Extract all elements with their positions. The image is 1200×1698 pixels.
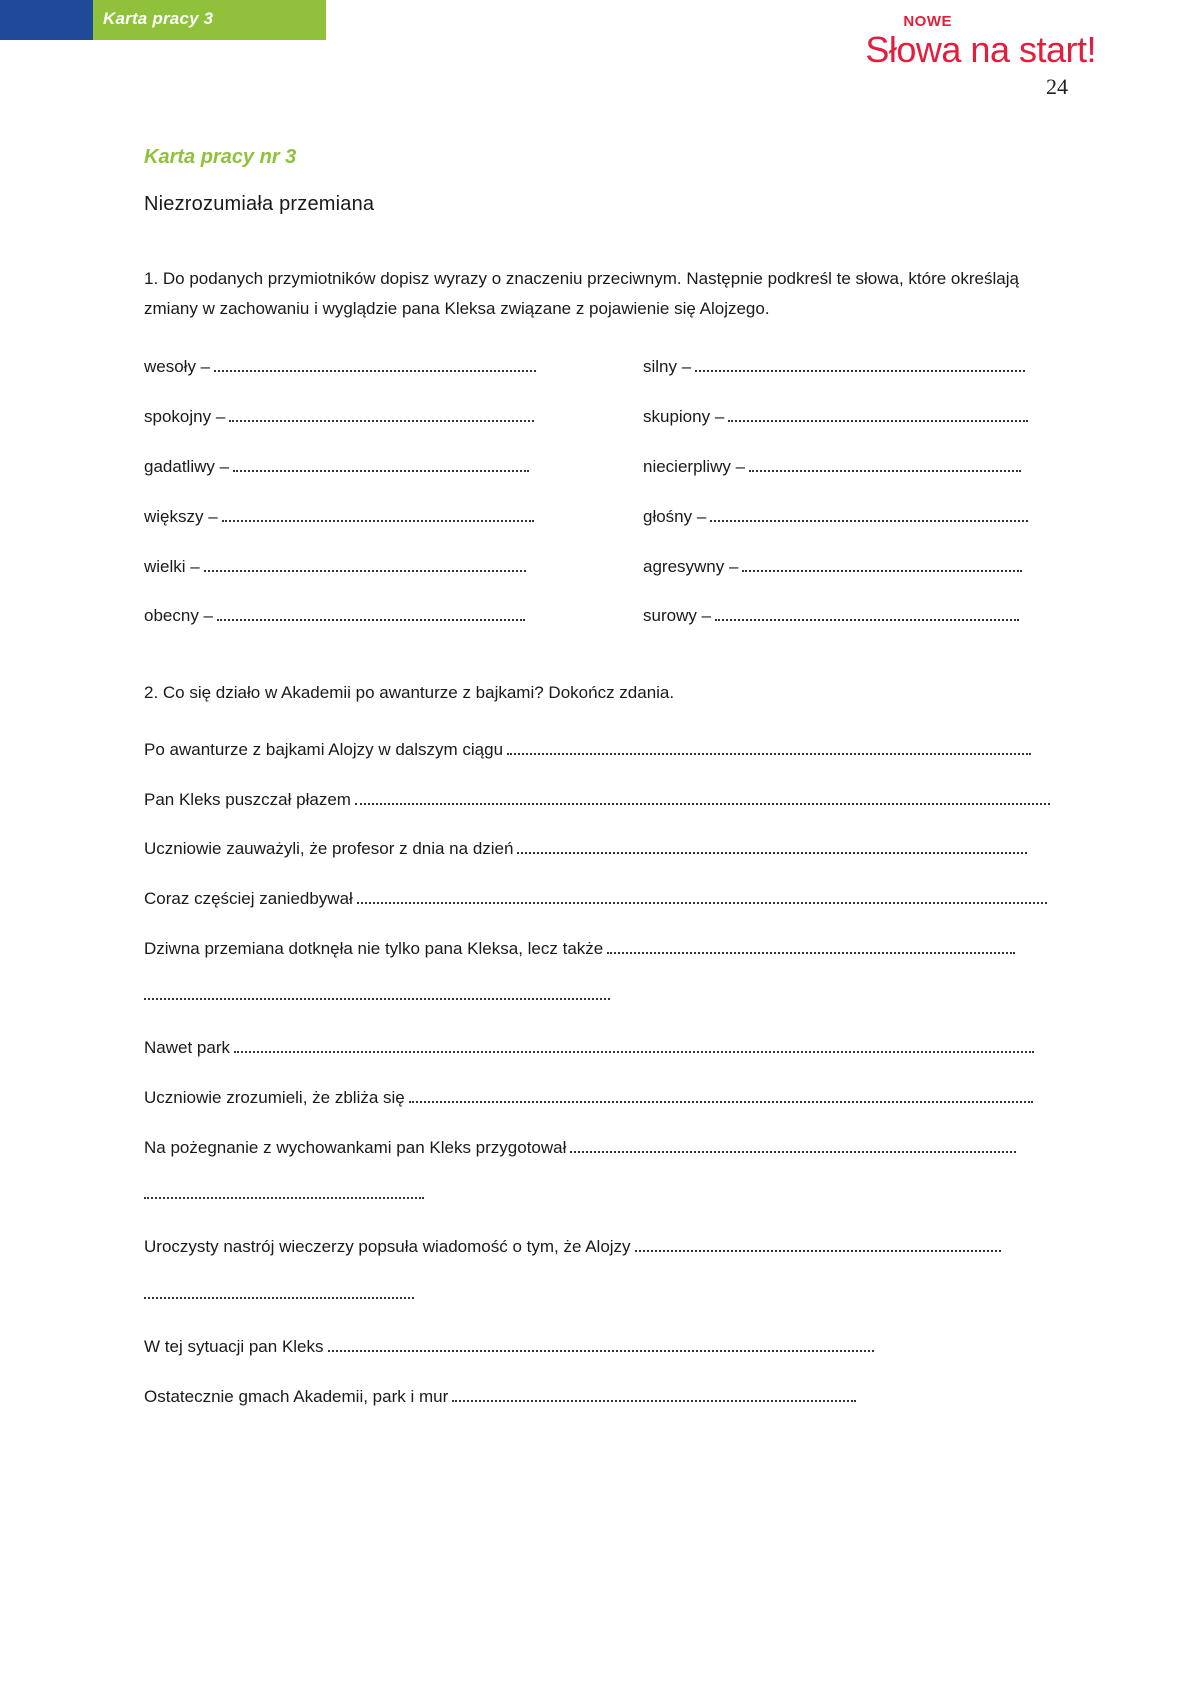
word-label: silny – xyxy=(643,357,692,376)
logo-top-text: NOWE xyxy=(903,13,952,30)
answer-blank[interactable] xyxy=(715,602,1019,621)
word-row-left-6 xyxy=(144,602,525,626)
sentence-row xyxy=(144,786,1050,810)
answer-blank[interactable] xyxy=(217,602,525,621)
answer-blank[interactable] xyxy=(229,403,534,422)
word-label: agresywny – xyxy=(643,557,739,576)
task2-instructions: 2. Co się działo w Akademii po awanturze z bajkami? Dokończ zdania. xyxy=(144,683,675,702)
logo-main-text: Słowa na start! xyxy=(865,29,1096,70)
answer-blank[interactable] xyxy=(607,935,1015,954)
answer-blank[interactable] xyxy=(234,1034,1034,1053)
answer-blank[interactable] xyxy=(507,736,1031,755)
header-blue-bar xyxy=(0,0,93,40)
word-label: obecny – xyxy=(144,606,213,625)
sentence-row xyxy=(144,1134,1016,1158)
sentence-row xyxy=(144,1333,874,1357)
sentence-text: Ostatecznie gmach Akademii, park i mur xyxy=(144,1387,449,1406)
word-label: surowy – xyxy=(643,606,712,625)
answer-blank[interactable] xyxy=(710,503,1028,522)
word-row-left-1 xyxy=(144,353,536,377)
sentence-text: Dziwna przemiana dotknęła nie tylko pana Kleksa, lecz także xyxy=(144,939,604,958)
sentence-row xyxy=(144,736,1031,760)
page-number: 24 xyxy=(1046,74,1068,99)
worksheet-title: Niezrozumiała przemiana xyxy=(144,193,375,215)
word-label: wesoły – xyxy=(144,357,211,376)
word-label: skupiony – xyxy=(643,407,725,426)
sentence-text: Pan Kleks puszczał płazem xyxy=(144,790,351,809)
word-row-left-4 xyxy=(144,503,534,527)
word-row-right-2 xyxy=(643,403,1028,427)
sentence-row xyxy=(144,885,1047,909)
word-row-right-5 xyxy=(643,553,1022,577)
sentence-row xyxy=(144,1383,856,1407)
sentence-text: Po awanturze z bajkami Alojzy w dalszym ciągu xyxy=(144,740,504,759)
answer-blank[interactable] xyxy=(328,1333,874,1352)
sentence-text: Coraz częściej zaniedbywał xyxy=(144,889,353,908)
sentence-row xyxy=(144,1233,1001,1257)
worksheet-subtitle: Karta pracy nr 3 xyxy=(144,146,297,168)
word-label: większy – xyxy=(144,507,218,526)
answer-blank-continuation[interactable] xyxy=(144,996,610,1000)
answer-blank[interactable] xyxy=(742,553,1022,572)
header-tag xyxy=(93,0,326,40)
answer-blank[interactable] xyxy=(355,786,1050,805)
answer-blank[interactable] xyxy=(409,1084,1033,1103)
sentence-row xyxy=(144,935,1015,959)
answer-blank-continuation[interactable] xyxy=(144,1295,414,1299)
word-row-right-6 xyxy=(643,602,1019,626)
answer-blank[interactable] xyxy=(749,453,1021,472)
answer-blank[interactable] xyxy=(357,885,1047,904)
answer-blank-continuation[interactable] xyxy=(144,1195,424,1199)
answer-blank[interactable] xyxy=(728,403,1028,422)
sentence-row xyxy=(144,835,1027,859)
answer-blank[interactable] xyxy=(517,835,1027,854)
answer-blank[interactable] xyxy=(214,353,536,372)
sentence-text: Uroczysty nastrój wieczerzy popsuła wiadomość o tym, że Alojzy xyxy=(144,1237,631,1256)
word-row-right-3 xyxy=(643,453,1021,477)
sentence-text: Nawet park xyxy=(144,1038,230,1057)
answer-blank[interactable] xyxy=(222,503,534,522)
sentence-row xyxy=(144,1084,1033,1108)
answer-blank[interactable] xyxy=(204,553,526,572)
sentence-text: Uczniowie zrozumieli, że zbliża się xyxy=(144,1088,405,1107)
word-row-left-3 xyxy=(144,453,529,477)
answer-blank[interactable] xyxy=(452,1383,856,1402)
word-row-left-2 xyxy=(144,403,534,427)
task1-instructions: 1. Do podanych przymiotników dopisz wyrazy o znaczeniu przeciwnym. Następnie podkreśl te słowa, które określają zmiany w zachowaniu i wyglądzie pana Kleksa związane z pojawienie się Alojzego. xyxy=(144,269,1019,318)
sentence-text: Uczniowie zauważyli, że profesor z dnia na dzień xyxy=(144,839,514,858)
sentence-text: Na pożegnanie z wychowankami pan Kleks przygotował xyxy=(144,1138,567,1157)
word-row-left-5 xyxy=(144,553,526,577)
word-row-right-4 xyxy=(643,503,1028,527)
sentence-text: W tej sytuacji pan Kleks xyxy=(144,1337,324,1356)
header-tag-label: Karta pracy 3 xyxy=(103,9,214,28)
answer-blank[interactable] xyxy=(233,453,529,472)
word-label: wielki – xyxy=(144,557,200,576)
word-label: głośny – xyxy=(643,507,707,526)
answer-blank[interactable] xyxy=(695,353,1025,372)
sentence-row xyxy=(144,1034,1034,1058)
answer-blank[interactable] xyxy=(635,1233,1001,1252)
answer-blank[interactable] xyxy=(570,1134,1016,1153)
logo xyxy=(865,14,1096,70)
word-row-right-1 xyxy=(643,353,1025,377)
word-label: spokojny – xyxy=(144,407,226,426)
word-label: gadatliwy – xyxy=(144,457,230,476)
word-label: niecierpliwy – xyxy=(643,457,746,476)
